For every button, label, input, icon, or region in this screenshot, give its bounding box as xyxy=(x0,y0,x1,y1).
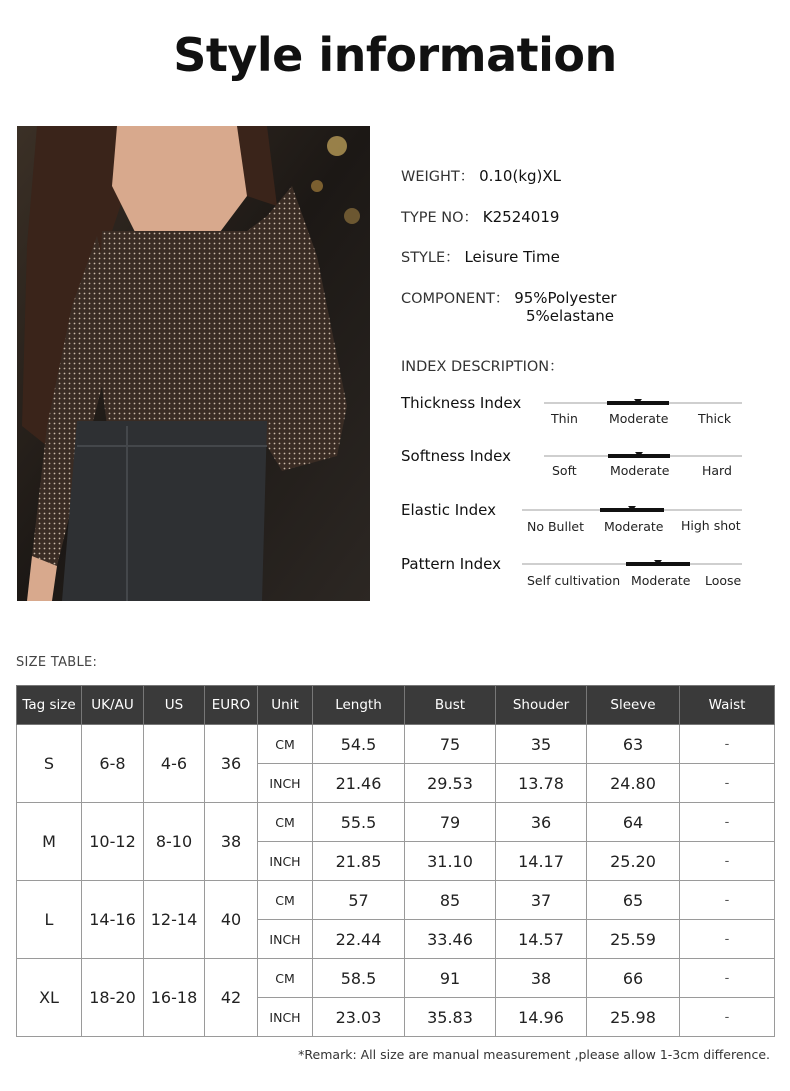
column-header: Sleeve xyxy=(587,686,680,725)
table-row xyxy=(17,959,775,998)
tag-size-cell: S xyxy=(17,725,82,803)
remark-note: *Remark: All size are manual measurement ,please allow 1-3cm difference. xyxy=(298,1047,770,1062)
table-row xyxy=(17,725,775,764)
weight-row xyxy=(401,165,561,186)
length-cell: 57 xyxy=(313,881,405,920)
softness-option: Moderate xyxy=(610,463,670,478)
ukau-cell: 14-16 xyxy=(82,881,144,959)
pattern-option: Loose xyxy=(705,573,742,588)
sleeve-cell: 25.59 xyxy=(587,920,680,959)
table-row xyxy=(17,881,775,920)
column-header: Bust xyxy=(405,686,496,725)
euro-cell: 38 xyxy=(205,803,258,881)
elastic-option: High shot xyxy=(681,518,741,533)
bust-cell: 75 xyxy=(405,725,496,764)
us-cell: 12-14 xyxy=(144,881,205,959)
thickness-option: Thick xyxy=(698,411,732,426)
unit-cell: CM xyxy=(258,725,313,764)
euro-cell: 36 xyxy=(205,725,258,803)
length-cell: 21.46 xyxy=(313,764,405,803)
shoulder-cell: 14.96 xyxy=(496,998,587,1037)
waist-cell: - xyxy=(680,881,775,920)
shoulder-cell: 38 xyxy=(496,959,587,998)
softness-pointer-icon xyxy=(635,452,643,457)
length-cell: 54.5 xyxy=(313,725,405,764)
sleeve-cell: 24.80 xyxy=(587,764,680,803)
column-header: Shouder xyxy=(496,686,587,725)
waist-cell: - xyxy=(680,842,775,881)
column-header: Length xyxy=(313,686,405,725)
size-table xyxy=(16,685,775,1037)
component-value-1: 95%Polyester xyxy=(514,289,617,307)
table-row xyxy=(17,803,775,842)
unit-cell: INCH xyxy=(258,764,313,803)
size-table-label: SIZE TABLE: xyxy=(16,655,98,670)
us-cell: 8-10 xyxy=(144,803,205,881)
component-row xyxy=(401,287,617,308)
style-label: STYLE： xyxy=(401,250,460,266)
thickness-index-label: Thickness Index xyxy=(401,394,522,412)
unit-cell: INCH xyxy=(258,998,313,1037)
bust-cell: 33.46 xyxy=(405,920,496,959)
product-photo xyxy=(17,126,370,601)
column-header: US xyxy=(144,686,205,725)
shoulder-cell: 37 xyxy=(496,881,587,920)
softness-option: Hard xyxy=(702,463,732,478)
sleeve-cell: 64 xyxy=(587,803,680,842)
waist-cell: - xyxy=(680,803,775,842)
bust-cell: 91 xyxy=(405,959,496,998)
weight-value: 0.10(kg)XL xyxy=(479,167,562,185)
table-header-row xyxy=(17,686,775,725)
unit-cell: CM xyxy=(258,803,313,842)
shoulder-cell: 35 xyxy=(496,725,587,764)
pattern-option: Moderate xyxy=(631,573,691,588)
component-label: COMPONENT： xyxy=(401,291,510,307)
pattern-option: Self cultivation xyxy=(527,573,621,588)
ukau-cell: 18-20 xyxy=(82,959,144,1037)
length-cell: 23.03 xyxy=(313,998,405,1037)
sleeve-cell: 65 xyxy=(587,881,680,920)
type-label: TYPE NO： xyxy=(401,210,478,226)
sleeve-cell: 25.98 xyxy=(587,998,680,1037)
style-value: Leisure Time xyxy=(464,248,560,266)
column-header: Waist xyxy=(680,686,775,725)
shoulder-cell: 36 xyxy=(496,803,587,842)
shoulder-cell: 14.57 xyxy=(496,920,587,959)
ukau-cell: 10-12 xyxy=(82,803,144,881)
elastic-pointer-icon xyxy=(628,506,636,511)
unit-cell: INCH xyxy=(258,920,313,959)
waist-cell: - xyxy=(680,920,775,959)
thickness-scale xyxy=(544,402,742,404)
component-value-2: 5%elastane xyxy=(526,307,615,325)
softness-index-label: Softness Index xyxy=(401,447,512,465)
column-header: Tag size xyxy=(17,686,82,725)
bust-cell: 29.53 xyxy=(405,764,496,803)
elastic-option: Moderate xyxy=(604,519,664,534)
sleeve-cell: 66 xyxy=(587,959,680,998)
column-header: EURO xyxy=(205,686,258,725)
waist-cell: - xyxy=(680,764,775,803)
waist-cell: - xyxy=(680,959,775,998)
type-value: K2524019 xyxy=(482,208,560,226)
softness-option: Soft xyxy=(552,463,577,478)
bust-cell: 85 xyxy=(405,881,496,920)
waist-cell: - xyxy=(680,998,775,1037)
column-header: UK/AU xyxy=(82,686,144,725)
sleeve-cell: 63 xyxy=(587,725,680,764)
tag-size-cell: XL xyxy=(17,959,82,1037)
thickness-option: Thin xyxy=(551,411,578,426)
length-cell: 58.5 xyxy=(313,959,405,998)
bust-cell: 31.10 xyxy=(405,842,496,881)
style-row xyxy=(401,246,560,267)
index-heading: INDEX DESCRIPTION： xyxy=(401,359,564,375)
page-title: Style information xyxy=(173,28,617,82)
elastic-index-label: Elastic Index xyxy=(401,501,497,519)
unit-cell: CM xyxy=(258,881,313,920)
us-cell: 16-18 xyxy=(144,959,205,1037)
pattern-scale xyxy=(522,563,742,565)
thickness-pointer-icon xyxy=(634,399,642,404)
tag-size-cell: M xyxy=(17,803,82,881)
length-cell: 22.44 xyxy=(313,920,405,959)
ukau-cell: 6-8 xyxy=(82,725,144,803)
unit-cell: INCH xyxy=(258,842,313,881)
elastic-scale xyxy=(522,509,742,511)
elastic-option: No Bullet xyxy=(527,519,585,534)
sleeve-cell: 25.20 xyxy=(587,842,680,881)
softness-scale xyxy=(544,455,742,457)
shoulder-cell: 13.78 xyxy=(496,764,587,803)
bust-cell: 79 xyxy=(405,803,496,842)
euro-cell: 40 xyxy=(205,881,258,959)
thickness-option: Moderate xyxy=(609,411,669,426)
pattern-pointer-icon xyxy=(654,560,662,565)
unit-cell: CM xyxy=(258,959,313,998)
shoulder-cell: 14.17 xyxy=(496,842,587,881)
length-cell: 21.85 xyxy=(313,842,405,881)
column-header: Unit xyxy=(258,686,313,725)
type-row xyxy=(401,206,559,227)
us-cell: 4-6 xyxy=(144,725,205,803)
pattern-index-label: Pattern Index xyxy=(401,555,502,573)
euro-cell: 42 xyxy=(205,959,258,1037)
bust-cell: 35.83 xyxy=(405,998,496,1037)
weight-label: WEIGHT： xyxy=(401,169,475,185)
tag-size-cell: L xyxy=(17,881,82,959)
waist-cell: - xyxy=(680,725,775,764)
length-cell: 55.5 xyxy=(313,803,405,842)
